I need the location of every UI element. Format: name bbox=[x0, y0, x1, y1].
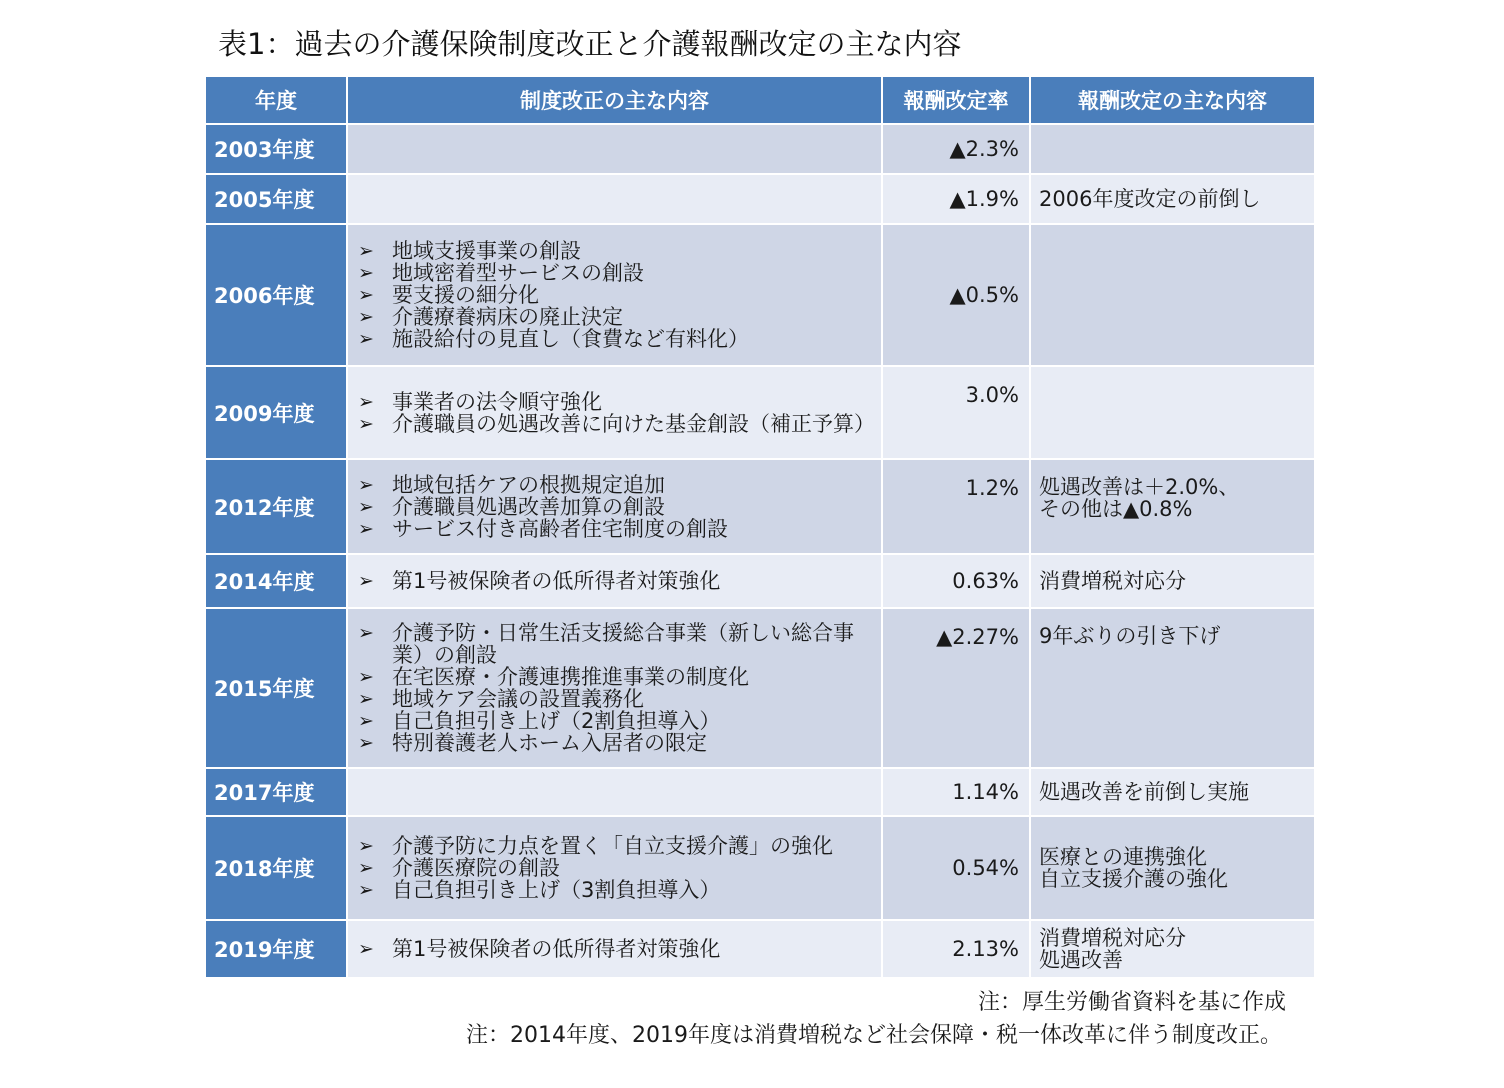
year-cell: 2018年度 bbox=[205, 816, 347, 920]
fee-content-line: 消費増税対応分 bbox=[1039, 926, 1186, 950]
year-cell: 2005年度 bbox=[205, 174, 347, 224]
table-title: 表1：過去の介護保険制度改正と介護報酬改定の主な内容 bbox=[218, 27, 962, 61]
fee-rate-cell: ▲0.5% bbox=[882, 224, 1030, 366]
fee-content-line: 処遇改善を前倒し実施 bbox=[1039, 780, 1249, 804]
reform-content-cell bbox=[347, 768, 882, 816]
fee-rate-cell: 1.14% bbox=[882, 768, 1030, 816]
reform-item: ➢ 自己負担引き上げ（3割負担導入） bbox=[358, 879, 871, 901]
fee-content-line: 処遇改善 bbox=[1039, 948, 1123, 972]
reform-item: ➢ 介護医療院の創設 bbox=[358, 857, 871, 879]
fee-content-cell bbox=[1030, 366, 1315, 459]
header-year: 年度 bbox=[205, 76, 347, 124]
reform-content-cell bbox=[347, 816, 882, 920]
fee-content-line: 9年ぶりの引き下げ bbox=[1039, 624, 1221, 648]
reform-content-cell bbox=[347, 174, 882, 224]
fee-content-line: 2006年度改定の前倒し bbox=[1039, 187, 1261, 211]
reform-table bbox=[204, 75, 1316, 979]
reform-item: ➢ 介護職員の処遇改善に向けた基金創設（補正予算） bbox=[358, 413, 871, 435]
table-row bbox=[205, 608, 1315, 768]
fee-rate-cell: 3.0% bbox=[882, 366, 1030, 459]
footnote-source: 注：厚生労働省資料を基に作成 bbox=[977, 990, 1286, 1015]
year-cell: 2015年度 bbox=[205, 608, 347, 768]
year-cell: 2014年度 bbox=[205, 554, 347, 608]
header-reform-content: 制度改正の主な内容 bbox=[347, 76, 882, 124]
fee-rate-cell: 1.2% bbox=[882, 459, 1030, 554]
reform-item-list bbox=[358, 622, 871, 754]
table-row bbox=[205, 124, 1315, 174]
reform-content-cell bbox=[347, 459, 882, 554]
table-row bbox=[205, 554, 1315, 608]
reform-item: ➢ 施設給付の見直し（食費など有料化） bbox=[358, 328, 871, 350]
year-cell: 2006年度 bbox=[205, 224, 347, 366]
year-cell: 2003年度 bbox=[205, 124, 347, 174]
table-row bbox=[205, 768, 1315, 816]
reform-item: ➢ 第1号被保険者の低所得者対策強化 bbox=[358, 570, 871, 592]
year-cell: 2019年度 bbox=[205, 920, 347, 978]
reform-content-cell bbox=[347, 920, 882, 978]
reform-item: ➢ 介護職員処遇改善加算の創設 bbox=[358, 496, 871, 518]
fee-content-cell bbox=[1030, 224, 1315, 366]
fee-content-cell bbox=[1030, 124, 1315, 174]
year-cell: 2017年度 bbox=[205, 768, 347, 816]
reform-content-cell bbox=[347, 554, 882, 608]
reform-item: ➢ 地域ケア会議の設置義務化 bbox=[358, 688, 871, 710]
table-row bbox=[205, 459, 1315, 554]
fee-content-cell bbox=[1030, 608, 1315, 768]
reform-item: ➢ 介護予防・日常生活支援総合事業（新しい総合事業）の創設 bbox=[358, 622, 871, 666]
year-cell: 2012年度 bbox=[205, 459, 347, 554]
fee-rate-cell: ▲1.9% bbox=[882, 174, 1030, 224]
reform-item: ➢ 地域密着型サービスの創設 bbox=[358, 262, 871, 284]
fee-content-line: 医療との連携強化 bbox=[1039, 845, 1207, 869]
fee-content-line: 処遇改善は＋2.0%、 bbox=[1039, 475, 1240, 499]
fee-rate-cell: ▲2.27% bbox=[882, 608, 1030, 768]
reform-item-list bbox=[358, 835, 871, 901]
reform-item-list bbox=[358, 938, 871, 960]
fee-content-cell bbox=[1030, 459, 1315, 554]
reform-item: ➢ サービス付き高齢者住宅制度の創設 bbox=[358, 518, 871, 540]
fee-content-line: その他は▲0.8% bbox=[1039, 497, 1193, 521]
reform-item-list bbox=[358, 240, 871, 350]
fee-rate-cell: 2.13% bbox=[882, 920, 1030, 978]
fee-rate-cell: 0.63% bbox=[882, 554, 1030, 608]
reform-item: ➢ 第1号被保険者の低所得者対策強化 bbox=[358, 938, 871, 960]
reform-content-cell bbox=[347, 608, 882, 768]
table-row bbox=[205, 174, 1315, 224]
fee-content-cell bbox=[1030, 554, 1315, 608]
fee-content-cell bbox=[1030, 816, 1315, 920]
fee-rate-cell: 0.54% bbox=[882, 816, 1030, 920]
reform-content-cell bbox=[347, 124, 882, 174]
fee-content-line: 消費増税対応分 bbox=[1039, 569, 1186, 593]
reform-item: ➢ 介護予防に力点を置く「自立支援介護」の強化 bbox=[358, 835, 871, 857]
reform-item: ➢ 介護療養病床の廃止決定 bbox=[358, 306, 871, 328]
footnote-tax-reform: 注：2014年度、2019年度は消費増税など社会保障・税一体改革に伴う制度改正。 bbox=[466, 1023, 1282, 1048]
reform-item: ➢ 地域支援事業の創設 bbox=[358, 240, 871, 262]
reform-content-cell bbox=[347, 224, 882, 366]
reform-item-list bbox=[358, 570, 871, 592]
reform-item-list bbox=[358, 474, 871, 540]
fee-rate-cell: ▲2.3% bbox=[882, 124, 1030, 174]
reform-item: ➢ 事業者の法令順守強化 bbox=[358, 391, 871, 413]
header-fee-content: 報酬改定の主な内容 bbox=[1030, 76, 1315, 124]
reform-item: ➢ 地域包括ケアの根拠規定追加 bbox=[358, 474, 871, 496]
table-row bbox=[205, 366, 1315, 459]
reform-item: ➢ 特別養護老人ホーム入居者の限定 bbox=[358, 732, 871, 754]
reform-content-cell bbox=[347, 366, 882, 459]
reform-item: ➢ 自己負担引き上げ（2割負担導入） bbox=[358, 710, 871, 732]
table-row bbox=[205, 920, 1315, 978]
fee-content-cell bbox=[1030, 174, 1315, 224]
reform-item: ➢ 要支援の細分化 bbox=[358, 284, 871, 306]
fee-content-cell bbox=[1030, 768, 1315, 816]
reform-item-list bbox=[358, 389, 875, 436]
table-body bbox=[205, 124, 1315, 978]
table-row bbox=[205, 816, 1315, 920]
header-fee-rate: 報酬改定率 bbox=[882, 76, 1030, 124]
header-row bbox=[205, 76, 1315, 124]
fee-content-cell bbox=[1030, 920, 1315, 978]
table-row bbox=[205, 224, 1315, 366]
year-cell: 2009年度 bbox=[205, 366, 347, 459]
reform-item: ➢ 在宅医療・介護連携推進事業の制度化 bbox=[358, 666, 871, 688]
fee-content-line: 自立支援介護の強化 bbox=[1039, 867, 1228, 891]
